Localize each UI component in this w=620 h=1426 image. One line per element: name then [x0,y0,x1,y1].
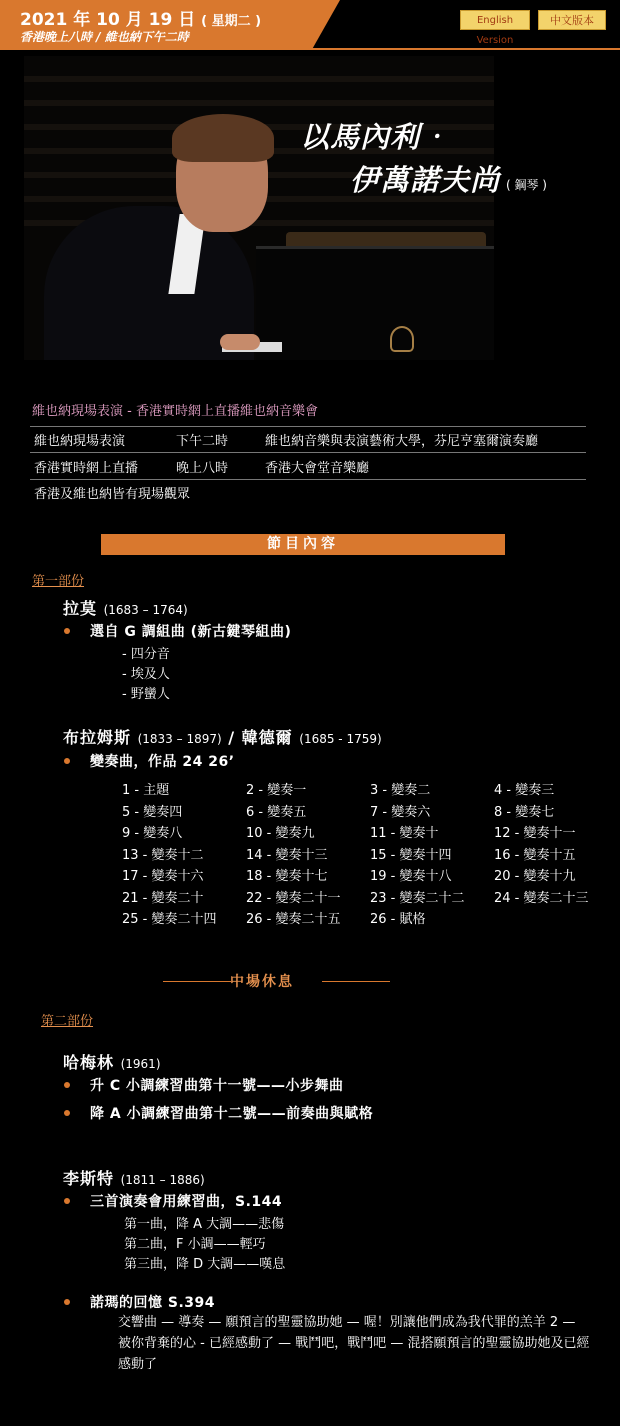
chinese-version-button[interactable]: 中文版本 [538,10,606,30]
work-title: 降 A 小調練習曲第十二號——前奏曲與賦格 [90,1106,374,1122]
composer-years: (1811 – 1886) [120,1173,205,1187]
schedule-divider [30,479,586,480]
variation-item: 12 - 變奏十一 [494,826,576,841]
variation-item: 15 - 變奏十四 [370,847,452,863]
english-version-button[interactable]: English Version [460,10,530,30]
variation-item: 8 - 變奏七 [494,804,555,820]
part-one-label: 第一部份 [32,574,85,589]
composer-name: 李斯特 [63,1169,115,1188]
variation-item: 14 - 變奏十三 [246,847,328,863]
composer-separator: / [228,728,236,747]
composer-liszt [63,1166,205,1189]
movement: 第一曲，降 A 大調——悲傷 [124,1217,285,1232]
variation-item: 20 - 變奏十九 [494,869,576,884]
variation-item: 26 - 賦格 [370,912,426,927]
movement: 第二曲，F 小調——輕巧 [124,1237,266,1252]
intermission-rule-right [322,981,390,982]
composer-years: (1961) [120,1057,161,1071]
schedule-note: 香港及維也納皆有現場觀眾 [34,487,191,502]
pianist-hand [220,334,260,350]
variation-item: 21 - 變奏二十 [122,890,204,906]
intermission-rule-left [163,981,231,982]
composer-name: 韓德爾 [241,728,293,747]
variation-item: 5 - 變奏四 [122,804,183,820]
schedule-venue: 香港大會堂音樂廳 [265,461,370,476]
movement: - 埃及人 [122,667,170,682]
variation-item: 17 - 變奏十六 [122,869,204,884]
part-two-label: 第二部份 [41,1014,94,1029]
composer-rameau [63,596,188,619]
composer-years: (1685 - 1759) [299,732,382,746]
composer-name: 布拉姆斯 [63,728,132,747]
composer-name: 哈梅林 [63,1053,115,1072]
composer-years: (1833 – 1897) [137,732,222,746]
bullet-icon [64,1198,70,1204]
work-title: 變奏曲，作品 24 26’ [90,754,235,770]
schedule-venue: 維也納音樂與表演藝術大學，芬尼亨塞爾演奏廳 [265,434,539,449]
piano [256,246,494,360]
performer-name-line1: 以馬內利‧ [300,120,451,154]
work-title: 諾瑪的回憶 S.394 [90,1295,215,1311]
bullet-icon [64,1082,70,1088]
movement: - 野蠻人 [122,687,170,702]
bullet-icon [64,628,70,634]
pianist-hair [172,114,274,162]
variation-item: 10 - 變奏九 [246,826,315,841]
variation-item: 2 - 變奏一 [246,783,307,798]
movement: - 四分音 [122,647,170,662]
work-title: 三首演奏會用練習曲，S.144 [90,1194,283,1210]
schedule-title: 維也納現場表演 - 香港實時網上直播維也納音樂會 [32,404,318,419]
schedule-divider [30,426,586,427]
schedule-time: 下午二時 [176,434,229,449]
schedule-type: 香港實時網上直播 [34,461,139,476]
header-divider [0,48,620,50]
composer-name: 拉莫 [63,599,98,618]
bullet-icon [64,1110,70,1116]
variation-item: 22 - 變奏二十一 [246,890,341,906]
variation-item: 1 - 主題 [122,783,170,798]
variation-item: 23 - 變奏二十二 [370,890,465,906]
variation-item: 11 - 變奏十 [370,826,439,841]
variation-item: 7 - 變奏六 [370,804,431,820]
schedule-time: 晚上八時 [176,461,229,476]
concert-date: 2021 年 10 月 19 日 ( 星期二 ) [20,10,262,30]
movement: 第三曲，降 D 大調——嘆息 [124,1257,286,1272]
concert-time: 香港晚上八時 / 維也納下午二時 [20,30,189,44]
work-description: 交響曲 — 導奏 — 願預言的聖靈協助她 — 喔！別讓他們成為我代罪的羔羊 2 — 被你背棄的心 - 已經感動了 — 戰鬥吧，戰鬥吧 — 混搭願預言的聖靈協助她及已經感動了 [118,1315,590,1372]
variation-item: 4 - 變奏三 [494,783,555,798]
schedule-divider [30,452,586,453]
variation-item: 6 - 變奏五 [246,804,307,820]
variation-item: 26 - 變奏二十五 [246,912,341,927]
piano-lyre-icon [390,326,414,352]
bullet-icon [64,758,70,764]
variation-item: 9 - 變奏八 [122,826,183,841]
variation-item: 19 - 變奏十八 [370,869,452,884]
variation-item: 24 - 變奏二十三 [494,890,589,906]
bullet-icon [64,1299,70,1305]
hero-photo [24,56,494,360]
work-title: 選自 G 調組曲 (新古鍵琴組曲) [90,624,292,640]
variation-item: 16 - 變奏十五 [494,847,576,863]
performer-instrument: ( 鋼琴 ) [506,178,547,192]
intermission-label: 中場休息 [230,974,294,990]
schedule-type: 維也納現場表演 [34,434,126,449]
work-title: 升 C 小調練習曲第十一號——小步舞曲 [90,1078,344,1094]
variation-item: 25 - 變奏二十四 [122,912,217,927]
variation-item: 3 - 變奏二 [370,783,431,798]
variation-item: 18 - 變奏十七 [246,869,328,884]
composer-hamelin [63,1050,161,1073]
variation-item: 13 - 變奏十二 [122,847,204,863]
composer-brahms-handel [63,725,382,748]
program-heading: 節目內容 [267,536,339,552]
composer-years: (1683 – 1764) [103,603,188,617]
performer-name-line2: 伊萬諾夫尚 [350,163,501,197]
